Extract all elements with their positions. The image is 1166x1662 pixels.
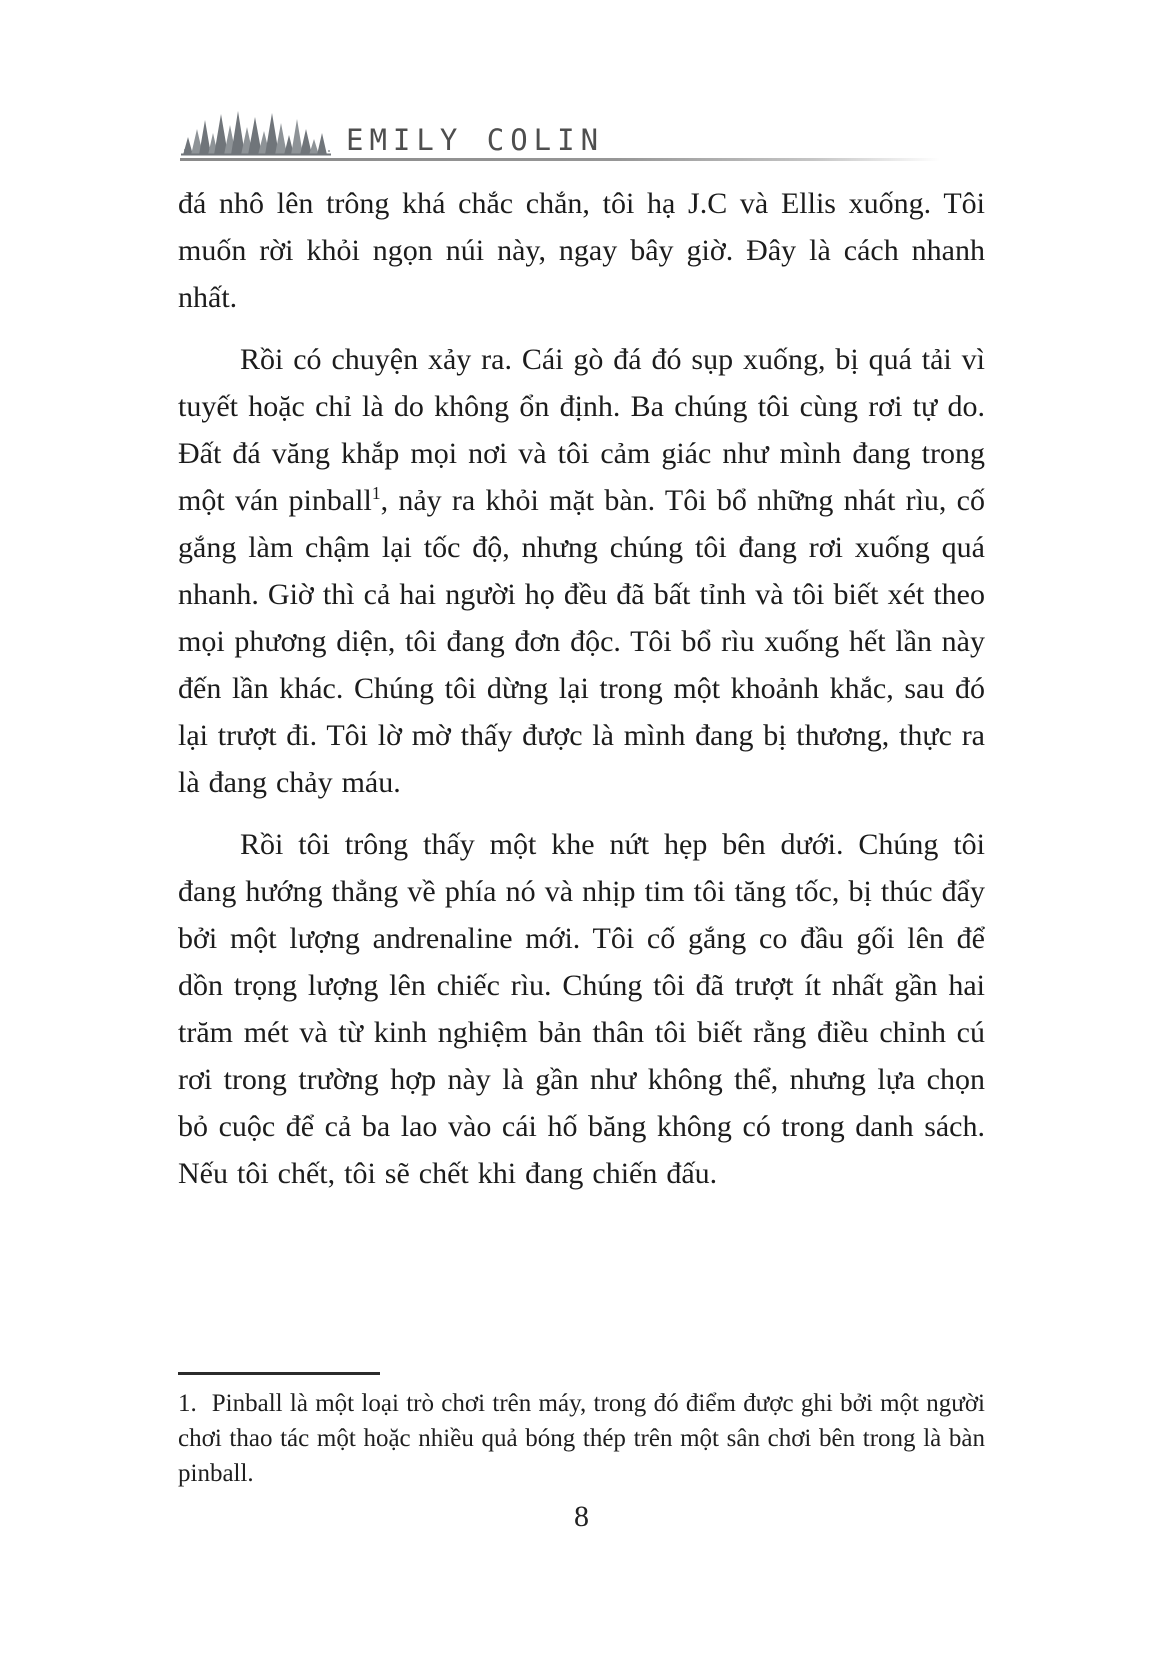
paragraph-2-text-after: , nảy ra khỏi mặt bàn. Tôi bổ những nhát rìu, cố gắng làm chậm lại tốc độ, nhưng chúng tôi đang rơi xuống quá nhanh. Giờ thì cả hai người họ đều đã bất tỉnh và tôi biết xét theo mọi phương diện, tôi đang đơn độc. Tôi bổ rìu xuống hết lần này đến lần khác. Chúng tôi dừng lại trong một khoảnh khắc, sau đó lại trượt đi. Tôi lờ mờ thấy được là mình đang bị thương, thực ra là đang chảy máu. (178, 484, 985, 799)
paragraph-1: đá nhô lên trông khá chắc chắn, tôi hạ J.C và Ellis xuống. Tôi muốn rời khỏi ngọn núi này, ngay bây giờ. Đây là cách nhanh nhất. (178, 187, 985, 314)
footnote-text: Pinball là một loại trò chơi trên máy, trong đó điểm được ghi bởi một người chơi thao tác một hoặc nhiều quả bóng thép trên một sân chơi bên trong là bàn pinball. (178, 1390, 985, 1487)
paragraph-2 (178, 336, 985, 806)
page-header (180, 106, 972, 161)
paragraph-3: Rồi tôi trông thấy một khe nứt hẹp bên dưới. Chúng tôi đang hướng thẳng về phía nó và nhịp tim tôi tăng tốc, bị thúc đẩy bởi một lượng andrenaline mới. Tôi cố gắng co đầu gối lên để dồn trọng lượng lên chiếc rìu. Chúng tôi đã trượt ít nhất gần hai trăm mét và từ kinh nghiệm bản thân tôi biết rằng điều chỉnh cú rơi trong trường hợp này là gần như không thể, nhưng lựa chọn bỏ cuộc để cả ba lao vào cái hố băng không có trong danh sách. Nếu tôi chết, tôi sẽ chết khi đang chiến đấu. (178, 828, 985, 1190)
page-number: 8 (574, 1500, 589, 1533)
forest-trees-icon (180, 106, 332, 158)
footnote (178, 1386, 985, 1491)
paragraph-2-text-before: Rồi có chuyện xảy ra. Cái gò đá đó sụp xuống, bị quá tải vì tuyết hoặc chỉ là do không ổn định. Ba chúng tôi cùng rơi tự do. Đất đá văng khắp mọi nơi và tôi cảm giác như mình đang trong một ván pinball (178, 343, 985, 517)
footnote-reference-marker: 1 (371, 483, 381, 503)
footnote-number: 1. (178, 1390, 197, 1417)
header-rule (180, 158, 972, 161)
footnote-section (178, 1372, 985, 1491)
author-name: EMILY COLIN (346, 123, 605, 157)
body-text (178, 180, 985, 1212)
footnote-divider (178, 1372, 380, 1375)
